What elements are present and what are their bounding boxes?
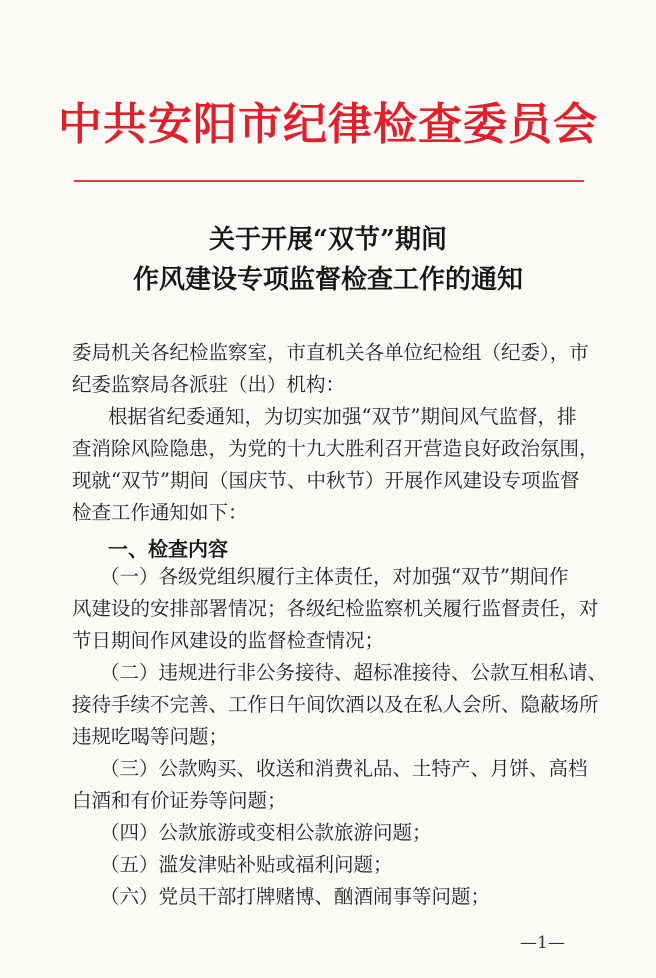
item-4-paragraph [72,817,592,849]
text-line: （二）违规进行非公务接待、超标准接待、公款互相私请、 [100,661,608,684]
text-line: 纪委监察局各派驻（出）机构： [72,373,346,396]
text-line: 接待手续不完善、工作日午间饮酒以及在私人会所、隐蔽场所 [72,693,599,716]
text-line: 节日期间作风建设的监督检查情况； [72,629,385,652]
document-title-line-1: 关于开展“双节”期间 [209,225,447,255]
item-5-paragraph [72,849,592,881]
item-6-paragraph [72,881,592,913]
text-line: （六）党员干部打牌赌博、酗酒闹事等问题； [100,885,491,908]
document-title-line-2: 作风建设专项监督检查工作的通知 [132,265,523,295]
text-line: 白酒和有价证券等问题； [72,789,287,812]
page-number: —1— [520,933,565,953]
text-line: 查消除风险隐患，为党的十九大胜利召开营造良好政治氛围， [72,437,599,460]
letterhead-red-rule [74,180,584,182]
text-line: （五）滥发津贴补贴或福利问题； [100,853,393,876]
text-line: （一）各级党组织履行主体责任，对加强“双节”期间作 [100,565,569,588]
section-heading-inspection-content: 一、检查内容 [108,537,228,561]
item-3-paragraph [72,753,592,817]
text-line: （四）公款旅游或变相公款旅游问题； [100,821,432,844]
recipients-paragraph [72,337,592,401]
text-line: 委局机关各纪检监察室，市直机关各单位纪检组（纪委），市 [72,341,589,364]
item-2-paragraph [72,657,608,753]
text-line: 根据省纪委通知，为切实加强“双节”期间风气监督，排 [108,405,577,428]
item-1-paragraph [72,561,599,657]
text-line: 检查工作通知如下： [72,501,248,524]
text-line: 违规吃喝等问题； [72,725,229,748]
text-line: 风建设的安排部署情况；各级纪检监察机关履行监督责任，对 [72,597,599,620]
letterhead-title: 中共安阳市纪律检查委员会 [58,99,598,150]
intro-paragraph [72,401,599,529]
text-line: 现就“双节”期间（国庆节、中秋节）开展作风建设专项监督 [72,469,580,492]
text-line: （三）公款购买、收送和消费礼品、土特产、月饼、高档 [100,757,588,780]
